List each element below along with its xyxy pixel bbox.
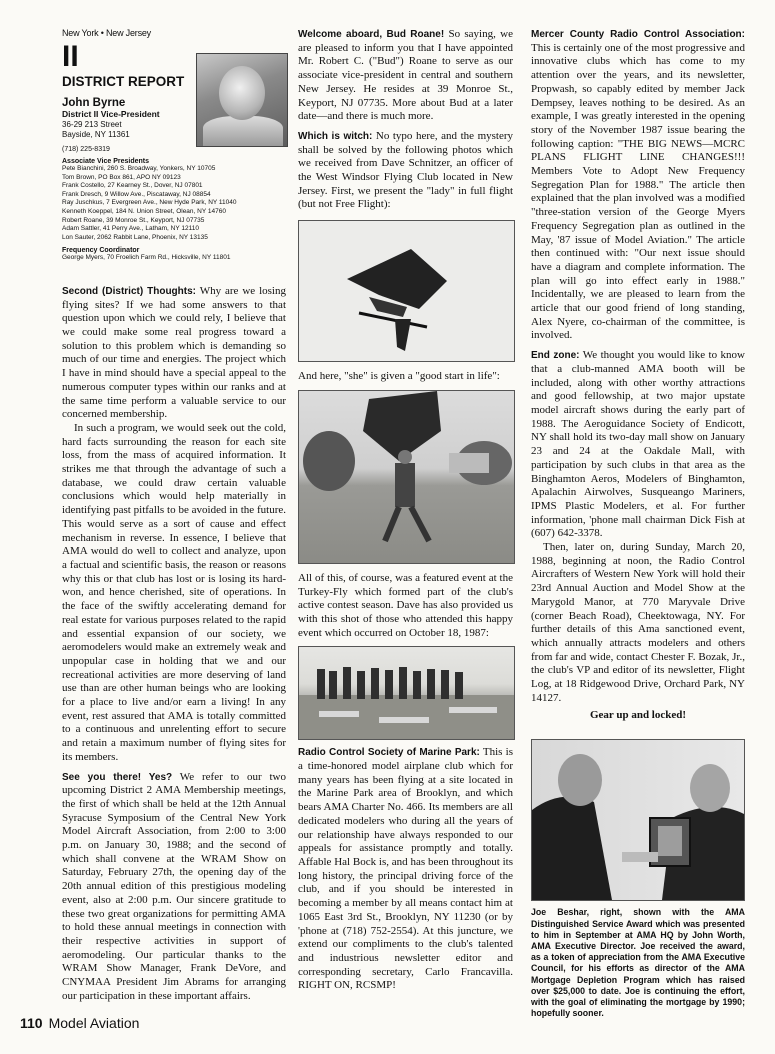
assoc-item: Tom Brown, PO Box 861, APO NY 09123 — [62, 173, 181, 181]
paragraph-heading: See you there! Yes? — [62, 771, 173, 783]
address-line: Bayside, NY 11361 — [62, 130, 130, 139]
paragraph — [62, 285, 286, 422]
paragraph-body: This is certainly one of the most progressive and innovative clubs which has come to my attention over the years, and its newsletter, Propwash, so capably edited by member Jack Dempsey, leaves nothing to be desired. As an example, I was greatly interested in the opening story of the November 1987 issue bearing the following caption: "THE BIG NEWS—MCRC PLANS FLIGHT LINE CHANGES!!! Members Vote to Adopt New Frequency Segregation Plan for 1988." The article then explained that the plan involved was a modified "three-station version of the George Myers Frequency Segregation plan as outlined in the May, '87 issue of Model Aviation." The article then continued with: "Our next issue should have a diagram and complete information. The plan will go into effect early in 1988." Incidentally, we are pleased to learn from the article that our good friend of long standing, Alex Nyere, co-chairman of the committee, is involved. — [531, 41, 745, 342]
assoc-item: Lon Sauter, 2062 Rabbit Lane, Phoenix, NY 13135 — [62, 233, 208, 241]
column-2 — [298, 28, 513, 993]
paragraph: In such a program, we would seek out the cold, hard facts surrounding the reason for each site loss, from the mass of acquired information. It strikes me that through the advantage of such a database, we could draw certain valuable conclusions which would help materially in identifying past pitfalls to be avoided in the future. This would serve as a sort of cause and effect mechanism in reverse. In essence, I believe that AMA would do well to collect and analyze, upon a factual and scientific basis, the reason or reasons why this or that club has lost or is losing its hard-won, and hence cherished, site of operations. In the face of the swiftly accelerating demand for real estate for various purposes related to the rapid and essential expansion of our society, we aeromodelers would make an extremely weak and unpopular case in holding that we and our recreational activities are more deserving of land use than are other human beings who are looking for a place to live and/or earn a living! In any event, rest assured that AMA is totally committed to a continuous and unrelenting effort to secure and retain a maximum number of flying sites for its members. — [62, 421, 286, 763]
paragraph — [298, 130, 513, 212]
paragraph: Then, later on, during Sunday, March 20, 1988, beginning at noon, the Radio Control Aircrafters of Western New York will hold their 23rd Annual Auction and Model Show at the Marygold Manor, at 770 Maryvale Drive (corner Beach Road), Cheektowaga, NY. For further details of this Ama sanctioned event, which annually attracts modelers and others from far and wide, contact Chester F. Bozak, Jr., the club's VP and editor of its newsletter, Flight Log, at 18 Ridgewood Drive, Orchard Park, NY 14127. — [531, 541, 745, 704]
paragraph-heading: End zone: — [531, 350, 580, 362]
phone: (718) 225-8319 — [62, 146, 110, 153]
paragraph-heading: Welcome aboard, Bud Roane! — [298, 29, 445, 40]
address-line: 36-29 213 Street — [62, 120, 122, 129]
page-number: 110 — [20, 1015, 43, 1031]
freq-coordinator: George Myers, 70 Froelich Farm Rd., Hicksville, NY 11801 — [62, 254, 231, 262]
assoc-item: Pete Bianchini, 260 S. Broadway, Yonkers, NY 10705 — [62, 165, 216, 172]
paragraph-heading: Radio Control Society of Marine Park: — [298, 747, 480, 759]
column-1 — [62, 28, 286, 1004]
page-footer — [20, 1015, 139, 1031]
paragraph — [298, 28, 513, 124]
district-number: II — [62, 40, 79, 73]
paragraph-heading: Second (District) Thoughts: — [62, 285, 196, 297]
paragraph — [531, 28, 745, 343]
freq-heading: Frequency Coordinator — [62, 247, 140, 255]
assoc-item: Ray Juschkus, 7 Evergreen Ave., New Hyde Park, NY 11040 — [62, 199, 237, 207]
paragraph — [298, 746, 513, 993]
author-portrait — [196, 53, 288, 147]
paragraph-body: This is a time-honored model airplane club which for many years has been flying at a site located in the Marine Park area of Brooklyn, and which bears AMA Charter No. 466. Its members are all dedicated modelers who during all the years of our relationship have always responded to our appeals for assistance promptly and totally. Affable Hal Bock is, and has been throughout its long history, the principal driving force of the club, and if you should be interested in becoming a member by all means contact him at 1065 East 3rd St., Brooklyn, NY 11230 (or by 'phone at (718) 752-2554). At this juncture, we extend our compliments to the club's talented and industrious newsletter editor and corresponding secretary, Carlo Francavilla. RIGHT ON, RCSMP! — [298, 746, 513, 992]
assoc-item: Frank Dresch, 9 Willow Ave., Piscataway, NJ 08854 — [62, 190, 211, 198]
photo-witch-flight — [298, 220, 515, 362]
paragraph: And here, "she" is given a "good start in life": — [298, 370, 500, 383]
closing-line: Gear up and locked! — [589, 709, 687, 722]
assoc-item: Adam Sattler, 41 Perry Ave., Latham, NY 12110 — [62, 225, 199, 233]
paragraph — [531, 349, 745, 541]
award-scene-graphic — [532, 740, 744, 900]
assoc-item: Robert Roane, 39 Monroe St., Keyport, NJ 07735 — [62, 216, 205, 224]
photo-award — [531, 739, 745, 901]
assoc-list — [62, 165, 286, 242]
assoc-item: Kenneth Koeppel, 184 N. Union Street, Olean, NY 14760 — [62, 207, 226, 215]
paragraph-heading: Mercer County Radio Control Association: — [531, 29, 745, 40]
region-label: New York • New Jersey — [62, 28, 151, 38]
author-name: John Byrne — [62, 97, 126, 109]
photo-group — [298, 646, 515, 740]
paragraph-heading: Which is witch: — [298, 130, 373, 142]
witch-flight-graphic — [299, 221, 514, 361]
photo-witch-launch — [298, 390, 515, 564]
paragraph-body: We refer to our two upcoming District 2 AMA Membership meetings, the first of which shall be held at the 12th Annual Syracuse Symposium of the Central New York Model Aircraft Association, from 2:00 to 3:00 p.m. on January 30, 1988; and the second of which shall convene at the WRAM Show on Saturday, February 27th, the opening day of the 20th annual edition of this prestigious modeling event, also at 2:00 p.m. Our sincere gratitude to these two great organizations for permitting AMA to hold these annual meetings in connection with their respective activities in support of aeromodeling. Our particular thanks to the WRAM Show Manager, Frank DeVore, and CNYMAA President Jim Abrams for arranging our participation in these important affairs. — [62, 770, 286, 1002]
col1-text — [62, 285, 286, 1004]
paragraph — [62, 771, 286, 1004]
portrait-face — [219, 66, 265, 120]
magazine-name: Model Aviation — [48, 1015, 140, 1031]
portrait-shoulders — [203, 116, 283, 146]
assoc-heading: Associate Vice Presidents — [62, 158, 150, 165]
paragraph-body: No typo here, and the mystery shall be solved by the following photos which we received from Dave Schnitzer, an officer of the West Windsor Flying Club located in New Jersey. First, we present the "lady" in full flight (but not Free Flight): — [298, 129, 514, 211]
author-role: District II Vice-President — [62, 109, 160, 119]
photo-caption: Joe Beshar, right, shown with the AMA Distinguished Service Award which was presented to him in September at AMA HQ by John Worth, AMA Executive Director. Joe received the award, as a token of appreciation from the AMA Executive Council, for his efforts as director of the AMA Mortgage Depletion Program which has raised over $25,000 to date. Joe is continuing the effort, with the goal of eliminating the mortgage by 1990; hopefully sooner. — [531, 907, 745, 1019]
paragraph: All of this, of course, was a featured event at the Turkey-Fly which formed part of the club's active contest season. Dave has also provided us with this shot of those who attended this happy event which occurred on October 18, 1987: — [298, 571, 513, 639]
assoc-item: Frank Costello, 27 Kearney St., Dover, NJ 07801 — [62, 182, 203, 190]
page-title: DISTRICT REPORT — [62, 74, 185, 89]
group-graphic — [299, 647, 514, 739]
paragraph-body: So saying, we are pleased to inform you that I have appointed Mr. Robert C. ("Bud") Roane to serve as our associate vice-president in central and southern New Jersey. He resides at 39 Monroe St., Keyport, NJ 07735. More about Bud at a later date—and there is much more. — [298, 28, 513, 123]
paragraph-body: Why are we losing flying sites? If we had some answers to that question upon which we could rely, I believe that we could make some real progress toward a solution to this problem which is demanding so much of our time and energies. The project which I have in mind should have a special appeal to the numerous computer types within our ranks and at the same time perform a valuable service to our concerned membership. — [62, 284, 286, 421]
paragraph-body: We thought you would like to know that a club-manned AMA booth will be included, along with other worthy attractions and good fellowship, at two major upstate model aircraft shows during the early part of 1988. The Aeroguidance Society of Endicott, NY shall hold its two-day mall show on January 23 and 24 at the Oakdale Mall, with participation by such clubs in that area as the Binghamton Aeros, Modelers of Binghamton, Apalachin Airwolves, Susqueango Mariners, IPMS Plastic Modelers, et al. For further information, 'phone mall chairman Dick Fish at (607) 642-3378. — [531, 349, 745, 540]
launch-scene-graphic — [299, 391, 514, 563]
column-3 — [531, 28, 745, 1019]
